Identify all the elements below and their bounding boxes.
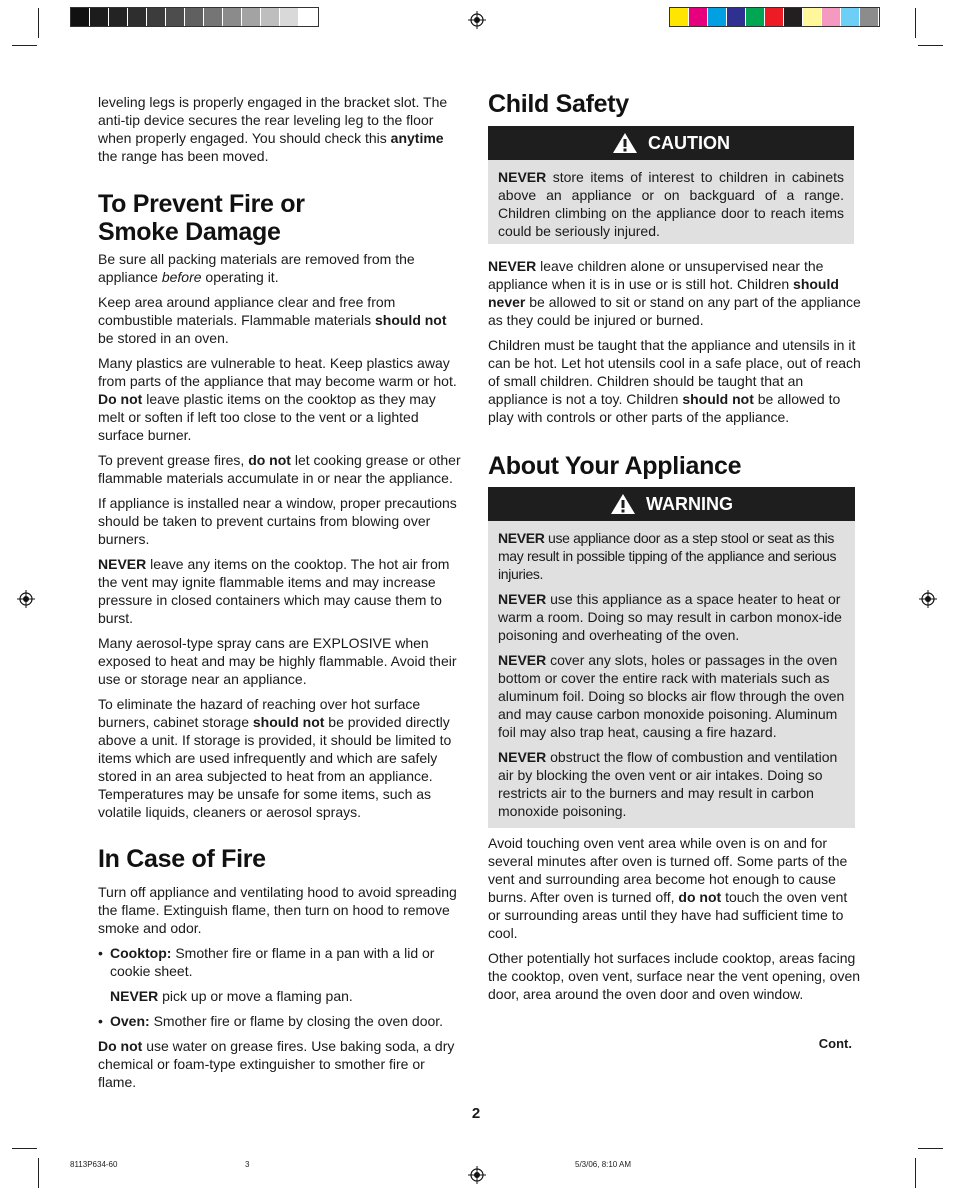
intro-paragraph: leveling legs is properly engaged in the bracket slot. The anti-tip device secures the rear leveling leg to the floor when properly engaged. You should check this anytime the range has been moved.	[98, 94, 448, 164]
color-swatch	[803, 8, 822, 26]
color-swatch	[299, 8, 318, 26]
color-swatch	[90, 8, 109, 26]
warning-item: NEVER obstruct the flow of combustion and ventilation air by blocking the oven vent or air intakes. Doing so restricts air to the burners and may result in carbon monoxide poisoning.	[498, 749, 838, 819]
color-swatch	[784, 8, 803, 26]
about-paragraph: Other potentially hot surfaces include cooktop, areas facing the cooktop, oven vent, surface near the vent opening, oven door, area around the oven door and oven window.	[488, 950, 861, 1002]
registration-mark-icon	[468, 11, 486, 29]
color-swatch	[765, 8, 784, 26]
warning-header: WARNING	[488, 487, 855, 521]
about-paragraph: Avoid touching oven vent area while oven is on and for several minutes after oven is turned off. Some parts of the vent and surrounding area become hot enough to cause burns. After oven is turned off, do not touch the oven vent or surrounding areas until they have had sufficient time to cool.	[488, 835, 848, 941]
warning-item: NEVER use this appliance as a space heater to heat or warm a room. Doing so may result in carbon monox-ide poisoning and overheating of the oven.	[498, 591, 842, 643]
warning-item: NEVER cover any slots, holes or passages in the oven bottom or cover the entire rack with materials such as aluminum foil. Doing so blocks air flow through the oven and may cause carbon monoxide poisoning. Aluminum foil may also trap heat, causing a fire hazard.	[498, 652, 845, 740]
fire-paragraph: Many aerosol-type spray cans are EXPLOSIVE when exposed to heat and may be highly flammable. Avoid their use or storage near an appliance.	[98, 635, 457, 687]
bullet-item-oven: • Oven: Smother fire or flame by closing the oven door.	[98, 1013, 444, 1029]
footer-file-code: 8113P634-60	[70, 1160, 118, 1169]
grayscale-color-bar	[70, 7, 319, 27]
page-number: 2	[471, 1105, 481, 1122]
color-swatch	[147, 8, 166, 26]
warning-triangle-icon	[612, 132, 638, 154]
color-swatch	[280, 8, 299, 26]
left-column	[98, 93, 464, 1098]
section-heading-prevent-fire: To Prevent Fire or Smoke Damage	[98, 190, 305, 246]
warning-box	[488, 487, 855, 828]
color-swatch	[185, 8, 204, 26]
fire-paragraph: Keep area around appliance clear and free from combustible materials. Flammable materials should not be stored in an oven.	[98, 294, 447, 346]
color-swatch	[822, 8, 841, 26]
color-swatch	[242, 8, 261, 26]
child-paragraph: Children must be taught that the appliance and utensils in it can be hot. Let hot utensils cool in a safe place, out of reach of small children. Children should be taught that an appliance is not a toy. Children should not be allowed to play with controls or other parts of the appliance.	[488, 337, 861, 425]
bullet-item-cooktop: • Cooktop: Smother fire or flame in a pan with a lid or cookie sheet.	[98, 945, 435, 979]
fire-paragraph: NEVER leave any items on the cooktop. The hot air from the vent may ignite flammable items and may increase pressure in closed containers which may cause them to burst.	[98, 556, 450, 626]
color-swatch	[708, 8, 727, 26]
warning-body	[488, 521, 855, 828]
fire-paragraph: If appliance is installed near a window, proper precautions should be taken to prevent curtains from blowing over burners.	[98, 495, 457, 547]
right-column	[488, 90, 862, 1010]
caution-header: CAUTION	[488, 126, 854, 160]
color-swatch	[727, 8, 746, 26]
caution-box	[488, 126, 854, 244]
color-swatch	[841, 8, 860, 26]
section-heading-about-appliance: About Your Appliance	[488, 452, 742, 480]
color-swatch	[109, 8, 128, 26]
process-color-bar	[669, 7, 880, 27]
case-paragraph: Turn off appliance and ventilating hood to avoid spreading the flame. Extinguish flame, then turn on hood to remove smoke and odor.	[98, 884, 457, 936]
bullet-note-never: NEVER pick up or move a flaming pan.	[110, 988, 353, 1004]
color-swatch	[746, 8, 765, 26]
fire-paragraph: Many plastics are vulnerable to heat. Keep plastics away from parts of the appliance that may become warm or hot. Do not leave plastic items on the cooktop as they may melt or soften if left too close to the vent or a lighted surface burner.	[98, 355, 457, 443]
color-swatch	[689, 8, 708, 26]
color-swatch	[128, 8, 147, 26]
registration-mark-icon	[468, 1166, 486, 1184]
color-swatch	[166, 8, 185, 26]
child-paragraph: NEVER leave children alone or unsupervised near the appliance when it is in use or is still hot. Children should never be allowed to sit or stand on any part of the appliance as they could be injured or burned.	[488, 258, 861, 328]
footer-timestamp: 5/3/06, 8:10 AM	[575, 1160, 632, 1169]
registration-mark-icon	[919, 590, 937, 608]
case-paragraph: Do not use water on grease fires. Use baking soda, a dry chemical or foam-type extinguisher to smother fire or flame.	[98, 1038, 455, 1090]
color-swatch	[204, 8, 223, 26]
fire-paragraph: To prevent grease fires, do not let cooking grease or other flammable materials accumulate in or near the appliance.	[98, 452, 461, 486]
section-heading-child-safety: Child Safety	[488, 90, 629, 118]
warning-triangle-icon	[610, 493, 636, 515]
section-heading-in-case-of-fire: In Case of Fire	[98, 845, 266, 873]
fire-paragraph: To eliminate the hazard of reaching over hot surface burners, cabinet storage should not be provided directly above a unit. If storage is provided, it should be limited to items which are used infrequently and which are safely stored in an area subjected to heat from an appliance. Temperatures may be unsafe for some items, such as volatile liquids, cleaners or aerosol sprays.	[98, 696, 452, 820]
continued-label: Cont.	[818, 1036, 852, 1051]
caution-body: NEVER store items of interest to children in cabinets above an appliance or on backguard of a range. Children climbing on the appliance door to reach items could be seriously injured.	[498, 169, 844, 239]
fire-paragraph: Be sure all packing materials are removed from the appliance before operating it.	[98, 251, 415, 285]
warning-item: NEVER use appliance door as a step stool or seat as this may result in possible tipping of the appliance and serious injuries.	[498, 530, 837, 582]
registration-mark-icon	[17, 590, 35, 608]
color-swatch	[223, 8, 242, 26]
color-swatch	[71, 8, 90, 26]
color-swatch	[860, 8, 879, 26]
color-swatch	[261, 8, 280, 26]
footer-sheet-number: 3	[245, 1160, 250, 1169]
color-swatch	[670, 8, 689, 26]
